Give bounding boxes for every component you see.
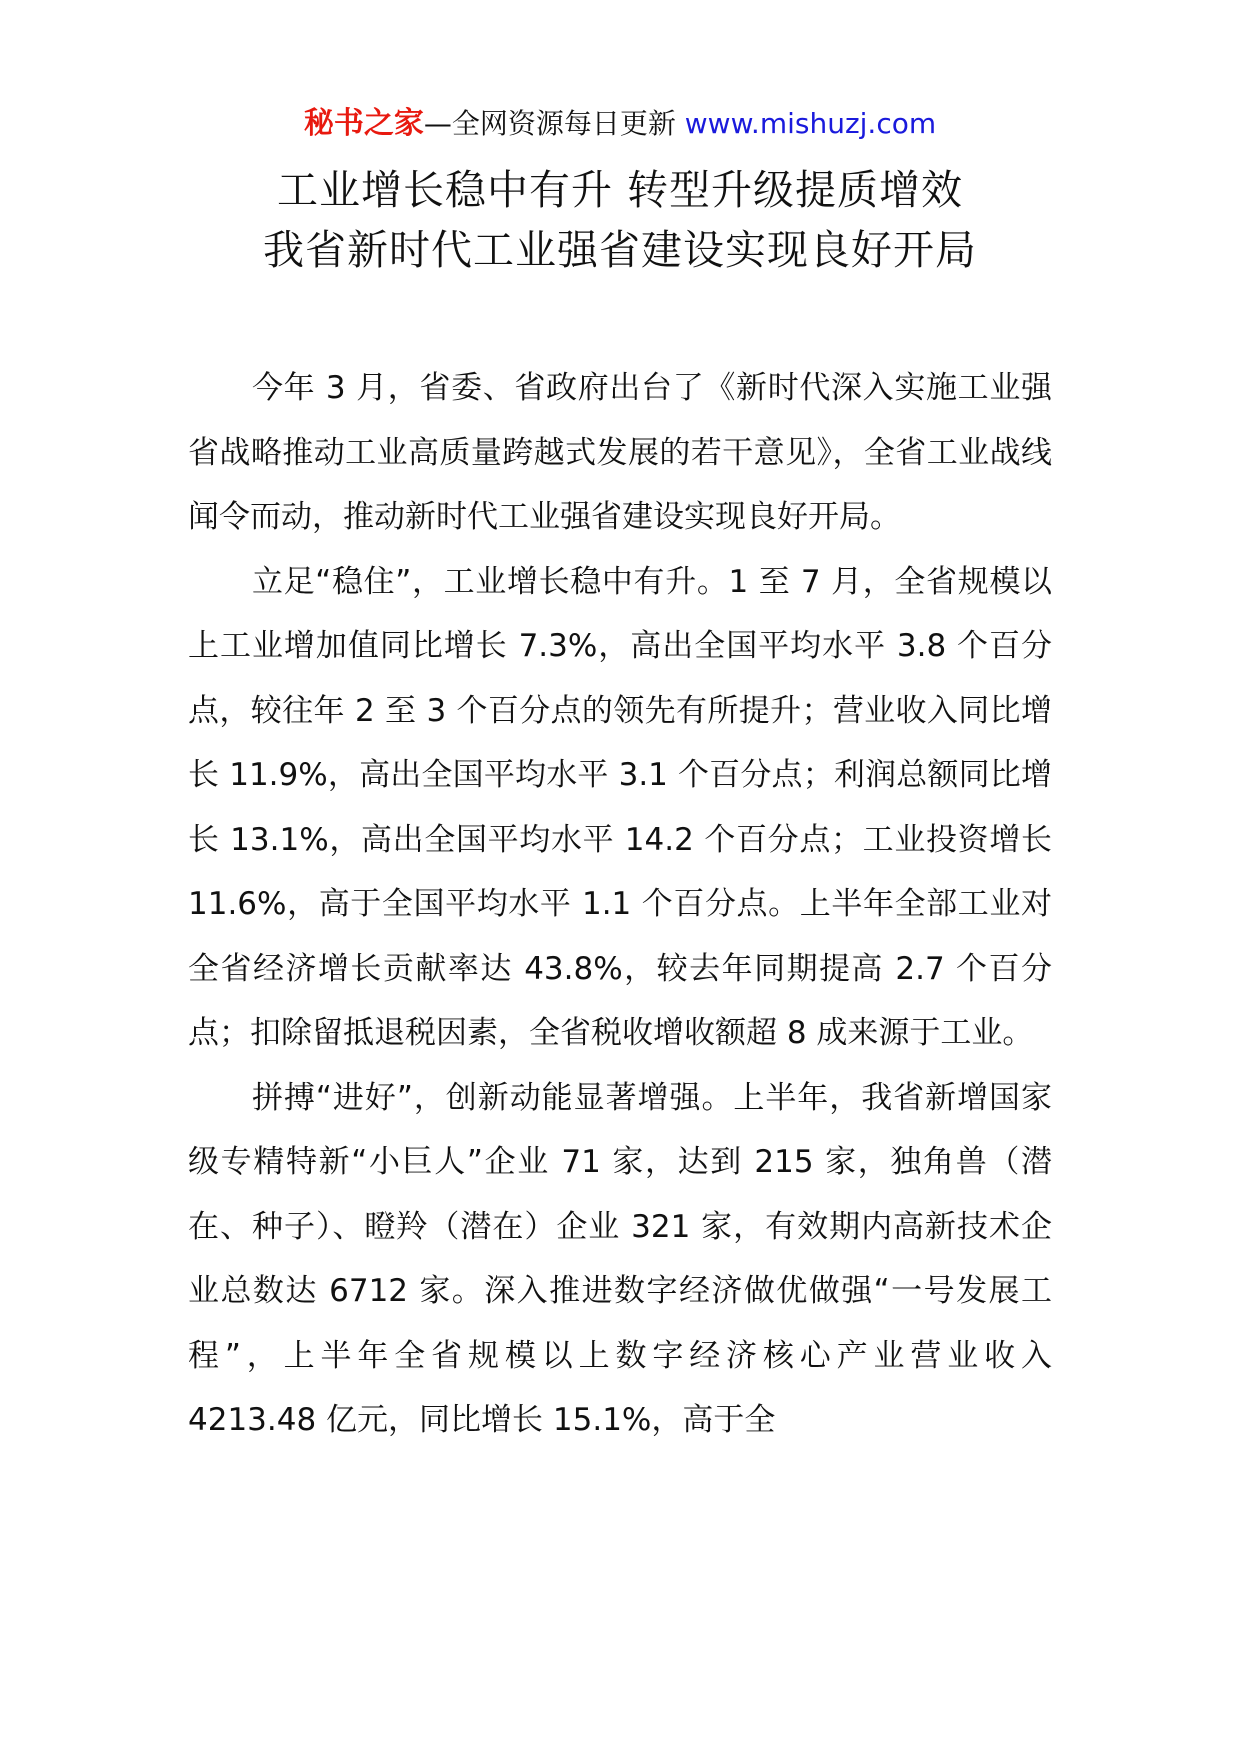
brand-name: 秘书之家 (303, 106, 424, 141)
site-header (0, 104, 1240, 144)
header-slogan: —全网资源每日更新 (423, 107, 676, 140)
article-body (188, 356, 1052, 1453)
paragraph-growth: 立足“稳住”，工业增长稳中有升。1 至 7 月，全省规模以上工业增加值同比增长 7.3%，高出全国平均水平 3.8 个百分点，较往年 2 至 3 个百分点的领先有所提升；营业收入同比增长 11.9%，高出全国平均水平 3.1 个百分点；利润总额同比增长 13.1%，高出全国平均水平 14.2 个百分点；工业投资增长 11.6%，高于全国平均水平 1.1 个百分点。上半年全部工业对全省经济增长贡献率达 43.8%，较去年同期提高 2.7 个百分点；扣除留抵退税因素，全省税收增收额超 8 成来源于工业。 (188, 563, 1052, 1051)
paragraph-intro: 今年 3 月，省委、省政府出台了《新时代深入实施工业强省战略推动工业高质量跨越式发展的若干意见》，全省工业战线闻令而动，推动新时代工业强省建设实现良好开局。 (188, 370, 1052, 535)
document-title (0, 160, 1240, 280)
title-line-1: 工业增长稳中有升 转型升级提质增效 (276, 166, 964, 214)
site-url-link[interactable]: www.mishuzj.com (684, 107, 937, 140)
title-line-2: 我省新时代工业强省建设实现良好开局 (263, 226, 977, 274)
paragraph-innovation: 拼搏“进好”，创新动能显著增强。上半年，我省新增国家级专精特新“小巨人”企业 71 家，达到 215 家，独角兽（潜在、种子）、瞪羚（潜在）企业 321 家，有效期内高新技术企业总数达 6712 家。深入推进数字经济做优做强“一号发展工程”，上半年全省规模以上数字经济核心产业营业收入 4213.48 亿元，同比增长 15.1%，高于全 (188, 1079, 1052, 1438)
